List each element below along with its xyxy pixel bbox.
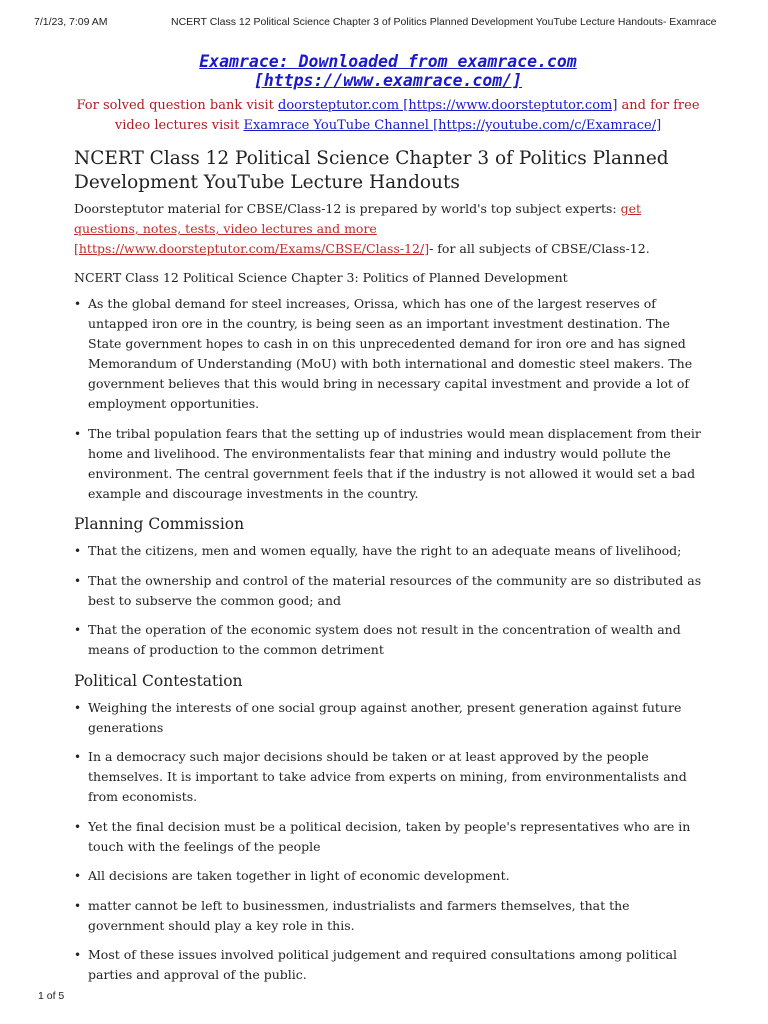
list-item: • All decisions are taken together in light of economic development.	[88, 866, 702, 886]
doorsteptutor-link[interactable]: doorsteptutor.com [https://www.doorsteptutor.com]	[278, 98, 618, 113]
intro-bullet-list	[74, 294, 702, 504]
youtube-channel-link[interactable]: Examrace YouTube Channel [https://youtube.com/c/Examrace/]	[243, 118, 662, 133]
political-contestation-heading: Political Contestation	[74, 671, 243, 690]
visit-line	[74, 96, 702, 136]
chapter-subheading: NCERT Class 12 Political Science Chapter 3: Politics of Planned Development	[74, 270, 568, 285]
cbse-materials-link[interactable]: get questions, notes, tests, video lectures and more [https://www.doorsteptutor.com/Exams/CBSE/Class-12/]	[74, 201, 642, 256]
list-item: • matter cannot be left to businessmen, industrialists and farmers themselves, that the government should play a key role in this.	[88, 896, 702, 936]
print-title: NCERT Class 12 Political Science Chapter 3 of Politics Planned Development YouTube Lecture Handouts- Examrace	[171, 16, 717, 28]
list-item: • Most of these issues involved political judgement and required consultations among political parties and approval of the public.	[88, 945, 702, 985]
list-item: • As the global demand for steel increases, Orissa, which has one of the largest reserves of untapped iron ore in the country, is being seen as an important investment destination. The State government hopes to cash in on this unprecedented demand for iron ore and has signed Memorandum of Understanding (MoU) with both international and domestic steel makers. The government believes that this would bring in necessary capital investment and provide a lot of employment opportunities.	[88, 294, 702, 414]
print-header	[34, 16, 734, 30]
page-number: 1 of 5	[38, 990, 65, 1002]
list-item: • That the citizens, men and women equally, have the right to an adequate means of livelihood;	[88, 541, 702, 561]
list-item: • Weighing the interests of one social group against another, present generation against future generations	[88, 698, 702, 738]
list-item: • That the operation of the economic system does not result in the concentration of wealth and means of production to the common detriment	[88, 620, 702, 660]
list-item: • In a democracy such major decisions should be taken or at least approved by the people themselves. It is important to take advice from experts on mining, from environmentalists and from economists.	[88, 747, 702, 807]
intro-paragraph	[74, 199, 702, 259]
planning-commission-heading: Planning Commission	[74, 515, 245, 533]
list-item: • That the ownership and control of the material resources of the community are so distributed as best to subserve the common good; and	[88, 571, 702, 611]
intro-suffix: - for all subjects of CBSE/Class-12.	[429, 241, 650, 256]
print-date: 7/1/23, 7:09 AM	[34, 16, 108, 28]
examrace-banner-link[interactable]: Examrace: Downloaded from examrace.com [https://www.examrace.com/]	[199, 52, 577, 90]
political-contestation-list	[74, 698, 702, 986]
planning-commission-list	[74, 541, 702, 660]
page-title: NCERT Class 12 Political Science Chapter 3 of Politics Planned Development YouTube Lecture Handouts	[74, 148, 669, 193]
list-item: • The tribal population fears that the setting up of industries would mean displacement from their home and livelihood. The environmentalists fear that mining and industry would pollute the environment. The central government feels that if the industry is not allowed it would set a bad example and discourage investments in the country.	[88, 424, 702, 504]
document-content	[74, 52, 702, 995]
visit-middle: and for free video lectures visit	[114, 98, 700, 133]
list-item: • Yet the final decision must be a political decision, taken by people's representatives who are in touch with the feelings of the people	[88, 817, 702, 857]
visit-prefix: For solved question bank visit	[76, 98, 279, 113]
intro-prefix: Doorsteptutor material for CBSE/Class-12 is prepared by world's top subject experts:	[74, 201, 621, 216]
